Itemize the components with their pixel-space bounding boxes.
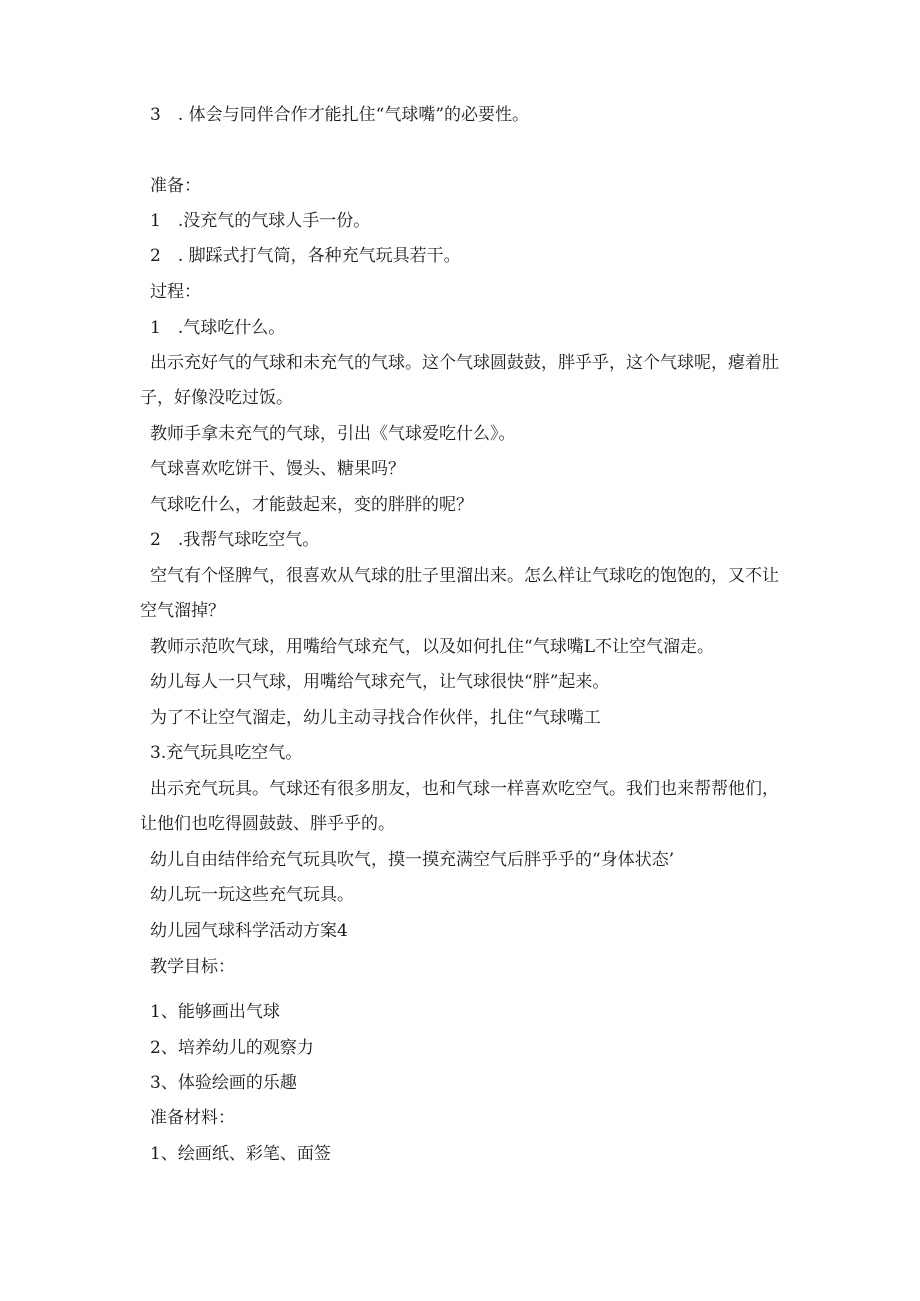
section-heading-objectives: 教学目标： (150, 957, 235, 977)
objective-item-2: 2、培养幼儿的观察力 (150, 1038, 314, 1058)
paragraph-line: 幼儿玩一玩这些充气玩具。 (150, 885, 354, 905)
paragraph-line: 空气有个怪脾气，很喜欢从气球的肚子里溜出来。怎么样让气球吃的饱饱的，又不让 (150, 566, 779, 586)
objective-item-3: 3、体验绘画的乐趣 (150, 1073, 297, 1093)
section-heading-process: 过程： (150, 282, 201, 302)
goal-item-3: 3 . 体会与同伴合作才能扎住“气球嘴”的必要性。 (150, 105, 530, 125)
objective-item-1: 1、能够画出气球 (150, 1002, 280, 1022)
preparation-item-1: 1 .没充气的气球人手一份。 (150, 211, 371, 231)
paragraph-line: 子，好像没吃过饭。 (140, 388, 293, 408)
process-step-2-title: 2 .我帮气球吃空气。 (150, 530, 320, 550)
section-heading-preparation: 准备： (150, 176, 201, 196)
paragraph-line: 幼儿每人一只气球，用嘴给气球充气，让气球很快“胖”起来。 (150, 672, 610, 692)
paragraph-line: 让他们也吃得圆鼓鼓、胖乎乎的。 (140, 814, 395, 834)
plan-title: 幼儿园气球科学活动方案4 (150, 921, 348, 941)
process-step-1-title: 1 .气球吃什么。 (150, 318, 286, 338)
paragraph-line: 气球喜欢吃饼干、馒头、糖果吗？ (150, 459, 405, 479)
paragraph-line: 为了不让空气溜走，幼儿主动寻找合作伙伴，扎住“气球嘴工 (150, 708, 601, 728)
paragraph-line: 气球吃什么，才能鼓起来，变的胖胖的呢？ (150, 495, 473, 515)
paragraph-line: 空气溜掉？ (140, 601, 225, 621)
process-step-3-title: 3.充气玩具吃空气。 (150, 743, 303, 763)
materials-item-1: 1、绘画纸、彩笔、面签 (150, 1144, 331, 1164)
paragraph-line: 教师手拿未充气的气球，引出《气球爱吃什么》。 (150, 424, 516, 444)
paragraph-line: 教师示范吹气球，用嘴给气球充气，以及如何扎住“气球嘴L不让空气溜走。 (150, 637, 714, 657)
preparation-item-2: 2 . 脚踩式打气筒，各种充气玩具若干。 (150, 246, 461, 266)
section-heading-materials: 准备材料： (150, 1108, 235, 1128)
paragraph-line: 出示充气玩具。气球还有很多朋友，也和气球一样喜欢吃空气。我们也来帮帮他们， (150, 779, 779, 799)
paragraph-line: 出示充好气的气球和未充气的气球。这个气球圆鼓鼓，胖乎乎，这个气球呢，瘪着肚 (150, 353, 779, 373)
paragraph-line: 幼儿自由结伴给充气玩具吹气，摸一摸充满空气后胖乎乎的“身体状态’ (150, 850, 675, 870)
